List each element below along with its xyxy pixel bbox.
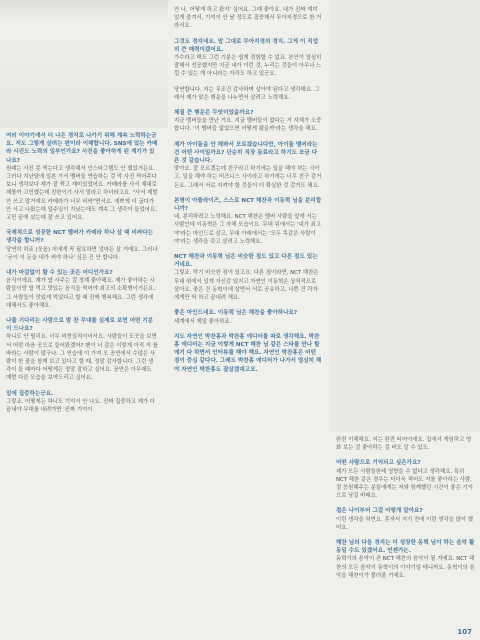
question-text: 나를 기다리는 사람으로 밤 찬 무대를 실제로 보면 어떤 기분이 드나요?: [6, 318, 154, 333]
answer-text: 당연히 하죠 (웃음) 저에게 꼭 필요하면 얼마든 살 거예요. 그러나 '굳이 이 돈을 내가 써야 하나' 싶은 건 안 합니다.: [6, 246, 158, 261]
question-text: 체질 큰 행운은 무엇이었을까요?: [174, 110, 254, 117]
answer-text: 동혁이의 음악이 곧 NCT 해찬의 음악이 될 거예요. NCT 해찬의 모든 음악이 동혁이의 이야기일 테니까요. 동혁이의 음악을 해찬이가 불러줄 거예요.: [336, 556, 475, 579]
column-right: [336, 436, 476, 640]
answer-text: 제가 모든 사람들한테 영향을 수 없다고 생각해요. 특히 NCT 해찬 같은 경우는 더더욱 적어도 저를 좋아하는 사람, 절 응원해주는 분들에게는 저와 함께했던 시간이 좋은 기억으로 남길 바래요.: [336, 468, 473, 500]
photo-area-right: [330, 0, 480, 432]
answer-text: 가수라고 해도 그런 기분은 쉽게 경험할 수 없죠. 본인이 열심히 잘해서 성공했지만 지금 내가 이런 것, 누리는 것들이 아무나 느낄 수 있는 게 아니라는 자각도 하고 있군요.: [174, 55, 322, 78]
qa-block: [6, 269, 158, 310]
answer-text: 이런 생각을 하면요. 혼자서 지기 전에 이런 생각을 많이 했어요.: [336, 516, 473, 531]
answer-text: 그렇죠. 막기 비슷한 점이 있고요. 다른 점이라면, NCT 해찬은 무대 위에서 있게 자신감 있지고 자연인 이동혁은 상처적으로 살아요. 좋은 건 동혁이에 살면서 서로 공유하고, 나쁜 건 각자에게만 딱 하고 끝내려 해요.: [174, 270, 319, 302]
answer-text: 맞아요. 잘 모르겠는데 친구라고 하기에는 일을 해야 하는 사이고, 일을 해야 하는 비즈니스 사이라고 하기에는 너무 친구 같거든요. 그래서 서로 지켜야 할 것들이 더 확실한 것 같거도 해요.: [174, 166, 322, 189]
qa-block: [174, 109, 322, 134]
answer-text: 지금 멤버들을 만난 거요. 지금 멤버들이 없다는 거 자체가 소중합니다. '이 멤버들 없었으면 어떻게 됐을까'라는 생각을 해요.: [174, 118, 322, 133]
answer-text: 그렇죠. 어떻게든 하니도 기억이 안 나요. 진짜 집중하고 제가 다 끝내야 무대를 내려가면 '진짜 기억이: [6, 398, 156, 414]
answer-text: 당연합니다. 저는 무조건 감사하며 살아야 된다고 생각해요. 그래서 제가 맞은 행운을 나누면서 살려고 노력해요.: [174, 86, 320, 101]
qa-block: [336, 539, 476, 580]
qa-block: [6, 229, 158, 262]
qa-block: [174, 253, 322, 302]
question-text: 좋은 마인드네요. 이동혁 님은 해찬을 좋아하나요?: [174, 310, 298, 317]
question-text: 어떤 사람으로 기억되고 싶은가요?: [336, 460, 421, 467]
qa-block: [174, 6, 322, 31]
question-text: 지도 자연인 박찬홍과 박찬홍 에디터를 따로 생각해요. 박찬홍 에디터는 지금 이렇게 NCT 해찬 님 같은 스타를 만나 할 얘기 다 하면서 인터뷰를 해야 해요. 자연인 박찬홍은 어떤 점이 증심 같다다. 그래도 박찬홍 에디터가 나가서 열심히 해야 자연인 박찬홍도 잘살겠대고요.: [174, 333, 322, 373]
qa-block: [174, 141, 322, 190]
answer-text: 완전 이해해요. 저는 완전 티어이에요. 집에서 게임하고 영화 보는 걸 좋아하는 걸 비도 알 수 있도.: [336, 437, 472, 452]
question-text: 내가 마감없이 할 수 있는 곳은 어디인가요?: [6, 270, 113, 277]
qa-block: [336, 459, 476, 500]
qa-block: [6, 132, 158, 222]
question-text: 본명이 아틀라이즈, 스스로 NCT 해찬과 이동혁 님을 분리합니까?: [174, 197, 322, 213]
qa-block: [6, 317, 158, 383]
question-text: 제가 아이돌을 안 해봐서 모르겠습니다만, 아이돌 멤버라는 건 어떤 사이일까요? 단순히 직장 동료라고 하기도 조금 다른 것 같습니다.: [174, 141, 318, 165]
answer-text: 원래는 사진 못 찍는다고 생각해서 인스타그램도 안 했었거든요. 그러다 지난달에 일본 가서 멤버들 연습하는 걸 막 사진 찍어주다 보니 생각보다 재가 잘 찍고 재미있었어요. 카메라를 사서 제대로 해볼까 고민했는데 친한이기 사서 말라고 하더라고요. "사서 제발 안 쓰고 말거예요 카메라가 너무 비싸"면서요. 예쁘게 더 굽다가 안 사고 나왔는데 일주일이 지났는데도 계속 그 생각이 들었어요. 고민 끝에 샀는데 잘 쓰고 있어요.: [6, 165, 158, 222]
qa-block: [174, 309, 322, 325]
question-text: 접은 나이부터 그걸 어떻게 알아요?: [336, 508, 423, 515]
question-text: NCT 해찬과 이동혁 님은 비슷한 점도 있고 다른 점도 있는 거네요.: [174, 254, 318, 269]
photo-shadow: [0, 0, 168, 20]
answer-text: 네, 분리하려고 노력해요. NCT 해찬은 멤버 사람들 앞에 서는 사람인데 이동혁은 그 자체 모습이요. 무대 위에서는 '내가 최고야'라는 마인드로 살고, 무대 아래에서는 '모두 똑같은 사람이야'라는 생각을 갖고 살려고 노력해요.: [174, 214, 322, 245]
qa-block: [174, 333, 322, 374]
qa-block: [336, 507, 476, 532]
question-text: 국제적으로 성공한 NCT 멤버가 카메라 하나 살 때 비싸다는 생각을 합니까?: [6, 230, 154, 245]
qa-block: [174, 38, 322, 79]
qa-block: [336, 436, 476, 452]
answer-text: 세계에서 제일 좋아하죠.: [174, 318, 232, 325]
answer-text: 안 나, 어떻게 하고 왔지' 싶어요. 그때 좋아요. 내가 진짜 재미있게 즐겨서, 기억이 안 날 정도로 집중해서 무아지경으로 한 거라서요.: [174, 7, 322, 30]
question-text: 일에 집중하는군요.: [6, 390, 54, 397]
answer-text: 음식이에요. 제가 밥 사주는 걸 정계 좋아해요. 제가 좋아하는 사람들이랑 밥 먹고 맛있는 음식을 먹어야 최고의 소확행이거든요. 그 사람들이 맛있게 먹었다고 할 때 진짜 행복해요. 그런 생각에 대해서도 좋아해요.: [6, 278, 156, 309]
question-text: 그것도 경지네요. 말 그대로 무아지경의 경지. 그게 이 직업의 큰 매력이겠어요.: [174, 38, 319, 53]
column-left: [6, 132, 158, 640]
page-number: 107: [457, 628, 472, 636]
qa-block: [174, 86, 322, 102]
answer-text: 하니도 안 떨리요. 너무 비현실적이어서요. 사람들이 도곳을 보면서 어떤 마음 곳으로 들어왔겠어? 팬이 너 같은 이렇게 아직 저 를 바라는 사람이 많구나. 그 연습에 이 가져 오 공연에서 수많은 사람이 한 줄을 함께 보고 있다고 할 때, 정말 감사합니다. 그런 생각이 들 때마다 어떻게든 정말 잘하고 싶어요. 공연은 아무래도 매번 다른 모습을 보여드리고 싶어요.: [6, 334, 158, 382]
qa-block: [6, 390, 158, 415]
photo-area: [0, 0, 168, 128]
qa-block: [174, 197, 322, 246]
question-text: 해찬 님의 다음 경지는 더 성장한 동혁 님이 하는 음악 활동일 수도 있겠어요. 언젠가는.: [336, 540, 475, 555]
column-middle: [174, 6, 322, 640]
question-text: 여러 이야기에서 더 나은 경지로 나가기 위해 계속 노력하는군요. 저도 그렇게 살려는 편이라 이해합니다. SNS에 있는 카메라 사진도 노력의 일부인가요? 사진을 좋아하게 된 계기가 있나요?: [6, 133, 158, 164]
